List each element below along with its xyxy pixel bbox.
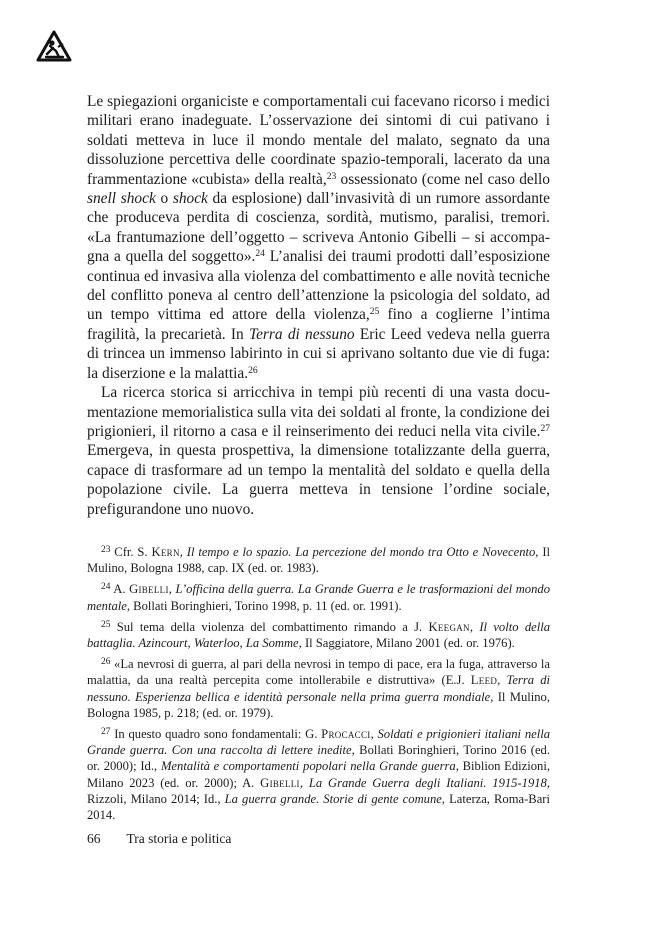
text-run: Le spiegazioni organiciste e comportamentali cui facevano ricorso i medici militari erano inadeguate. L’osservazione dei sintomi di cui pativano i soldati metteva in luce il mondo mentale del malato, segnato da una dissoluzione percettiva delle coordinate spazio-temporali, lacerato da una frammentazione «cubista» della realtà, <box>87 93 550 188</box>
italic-text: Mentalità e comportamenti popolari nella Grande guerra <box>160 759 456 774</box>
page-number: 66 <box>87 831 101 846</box>
text-run: , Bollati Boringhieri, Torino 1998, p. 11 (ed. or. 1991). <box>126 598 402 613</box>
text-run: Cfr. S. <box>110 545 152 559</box>
text-run: , <box>370 727 378 742</box>
text-run: , <box>497 673 507 688</box>
author-name: Leed <box>470 673 498 688</box>
footnote <box>87 581 550 613</box>
publisher-logo-icon <box>36 30 72 62</box>
text-run: , <box>168 582 176 597</box>
italic-text: Il volto della battaglia. Azincourt, Waterloo, La Somme <box>87 619 551 651</box>
italic-text: shock <box>172 190 208 208</box>
footnote-ref: 26 <box>248 364 258 376</box>
text-run: , Biblion Edizioni, Milano 2023 (ed. or. 2000); A. <box>87 759 550 790</box>
text-run: Eric Leed vedeva nella guerra di trincea un immenso labirinto in cui si aprivano soltanto due vie di fuga: la diserzione e la malattia. <box>87 325 550 382</box>
italic-text: Soldati e prigionieri italiani nella Grande guerra. Con una raccolta di lettere inedite <box>87 727 550 758</box>
text-run: Emergeva, in questa prospettiva, la dimensione totalizzante della guerra, capace di trasformare ad un tempo la mentalità del soldato e quella della popolazione civile. La guerra metteva in tensione l’ordine sociale, prefigurandone uno nuovo. <box>87 442 550 518</box>
text-run: La ricerca storica si arricchiva in tempi più recenti di una vasta documentazione memorialistica sulla vita dei soldati al fronte, la condizione dei prigionieri, il ritorno a casa e il reinserimento dei reduci nella vita civile. <box>87 384 550 440</box>
text-run: , Il Mulino, Bologna 1988, cap. IX (ed. or. 1983). <box>87 545 551 576</box>
footnote <box>87 619 550 651</box>
paragraph <box>87 92 550 383</box>
footnote-number: 27 <box>101 727 111 738</box>
footnote-number: 25 <box>101 620 111 631</box>
footnote-ref: 27 <box>540 422 550 434</box>
text-run: In questo quadro sono fondamentali: G. <box>110 727 322 742</box>
italic-text: L’officina della guerra. La Grande Guerra e le trasformazioni del mondo mentale <box>87 582 550 613</box>
text-run: , Rizzoli, Milano 2014; Id., <box>87 775 550 806</box>
text-run: , <box>469 619 480 634</box>
footnote-number: 26 <box>101 657 111 668</box>
page-footer <box>87 831 231 847</box>
footnote-number: 24 <box>101 582 111 593</box>
text-run: da esplosione) dall’invasività di un rumore assordante che produceva perdita di coscienza, sordità, mutismo, paralisi, tremori. «La frantumazione dell’oggetto – scriveva Antonio Gibelli – si accompagna a quella del soggetto». <box>87 190 550 266</box>
footnote-ref: 23 <box>326 170 337 182</box>
footnote-number: 23 <box>101 545 111 556</box>
text-run: L’analisi dei traumi prodotti dall’esposizione continua ed invasiva alla violenza del combattimento e alle novità tecniche del conflitto poneva al centro dell’attenzione la psicologia del soldato, ad un tempo vittima ed attore della violenza, <box>87 248 550 324</box>
footnote <box>87 726 550 823</box>
text-run: A. <box>110 582 130 597</box>
text-run: , <box>179 545 187 559</box>
footnote <box>87 656 550 721</box>
text-run: , Il Saggiatore, Milano 2001 (ed. or. 1976). <box>298 636 515 651</box>
text-run: , Laterza, Roma-Bari 2014. <box>87 791 550 823</box>
footnote <box>87 544 550 576</box>
italic-text: La Grande Guerra degli Italiani. 1915-1918 <box>308 775 547 790</box>
text-run: Sul tema della violenza del combattimento rimando a J. <box>110 619 429 634</box>
footnotes <box>87 544 550 828</box>
italic-text: La guerra grande. Storie di gente comune <box>224 791 442 806</box>
text-run: «La nevrosi di guerra, al pari della nevrosi in tempo di pace, era la fuga, attraverso la malattia, da una realtà percepita come intollerabile e distruttiva» (E.J. <box>87 657 550 688</box>
text-run: , Bollati Boringhieri, Torino 2016 (ed. or. 2000); Id., <box>87 743 551 774</box>
paragraph <box>87 383 550 519</box>
italic-text: Terra di nessuno. Esperienza bellica e identità personale nella prima guerra mondiale <box>87 673 551 704</box>
text-run: fino a coglierne l’intima fragilità, la precarietà. In <box>87 306 551 343</box>
text-run: , Il Mulino, Bologna 1985, p. 218; (ed. or. 1979). <box>87 689 550 720</box>
text-run: , <box>299 775 309 790</box>
author-name: Procacci <box>321 727 371 742</box>
author-name: Kern <box>151 545 180 559</box>
footnote-ref: 24 <box>255 248 265 259</box>
author-name: Gibelli <box>260 775 300 790</box>
italic-text: Terra di nessuno <box>248 325 355 343</box>
italic-text: Il tempo e lo spazio. La percezione del mondo tra Otto e Novecento <box>186 545 536 559</box>
text-run: o <box>155 190 173 208</box>
italic-text: snell shock <box>87 190 156 208</box>
main-text <box>87 92 550 519</box>
author-name: Gibelli <box>129 582 169 597</box>
author-name: Keegan <box>428 619 470 634</box>
running-title: Tra storia e politica <box>126 831 232 846</box>
footnote-ref: 25 <box>369 306 380 318</box>
text-run: ossessionato (come nel caso dello <box>336 170 550 188</box>
